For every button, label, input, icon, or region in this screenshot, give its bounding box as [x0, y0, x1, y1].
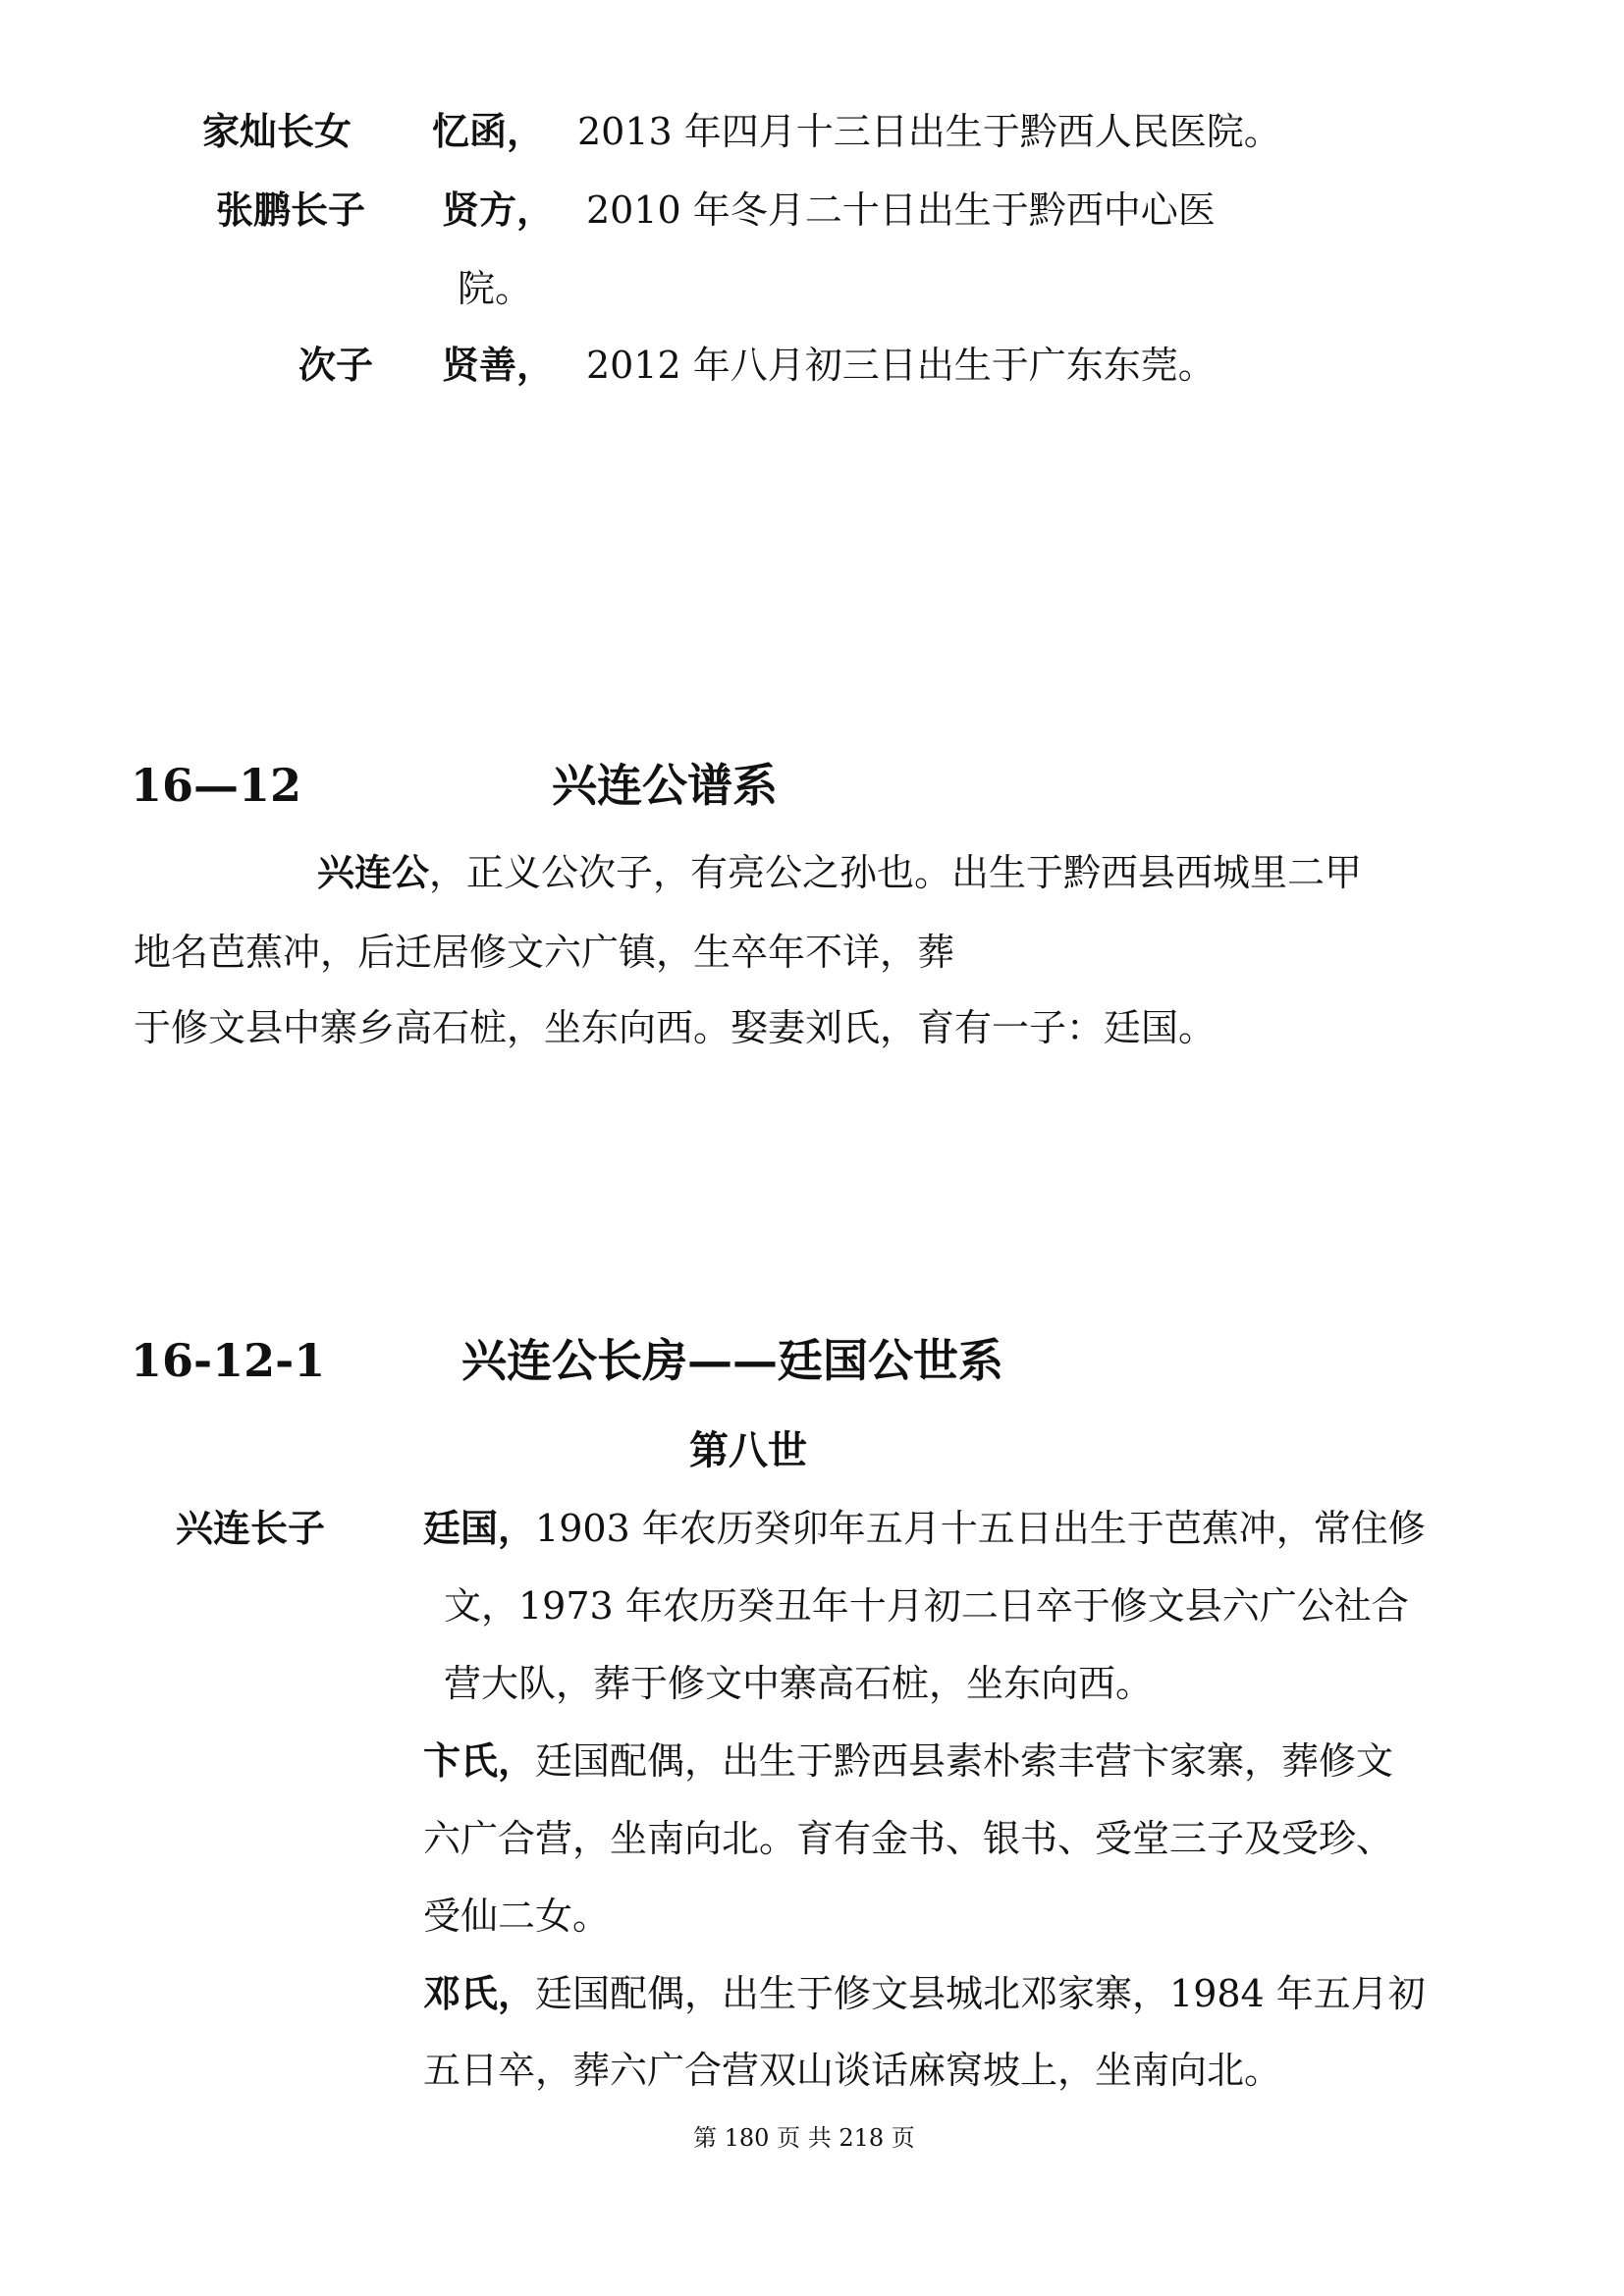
section1-para-line1 — [317, 850, 1363, 894]
section1-number: 16—12 — [131, 759, 302, 812]
entry-name-3: 贤善， — [442, 343, 555, 387]
entry1-name: 廷国， — [423, 1506, 536, 1550]
entry-relation-1: 家灿长女 — [202, 109, 352, 153]
entry1-line2: 文，1973 年农历癸丑年十月初二日卒于修文县六广公社合 — [444, 1584, 1409, 1628]
entry3-line1-text: 廷国配偶，出生于修文县城北邓家寨，1984 年五月初 — [535, 1972, 1426, 2015]
entry-relation-3: 次子 — [298, 343, 374, 387]
entry3-line1 — [423, 1971, 1426, 2015]
entry2-line1 — [423, 1738, 1394, 1783]
section2-title: 兴连公长房——廷国公世系 — [461, 1334, 1003, 1387]
entry2-line2: 六广合营，坐南向北。育有金书、银书、受堂三子及受珍、 — [423, 1817, 1394, 1860]
entry2-line1-text: 廷国配偶，出生于黔西县素朴索丰营卞家寨，葬修文 — [535, 1739, 1394, 1783]
section1-para-line3: 于修文县中寨乡高石桩，坐东向西。娶妻刘氏，育有一子：廷国。 — [134, 1006, 1217, 1049]
entry3-name: 邓氏， — [423, 1971, 536, 2015]
entry-text-3: 2012 年八月初三日出生于广东东莞。 — [586, 344, 1216, 387]
entry-relation-2: 张鹏长子 — [216, 187, 366, 232]
entry1-line1 — [423, 1506, 1426, 1550]
section2-number: 16-12-1 — [131, 1334, 326, 1387]
page-footer: 第 180 页 共 218 页 — [693, 2124, 915, 2152]
entry1-line1-text: 1903 年农历癸卯年五月十五日出生于芭蕉冲，常住修 — [535, 1507, 1426, 1550]
section1-para-line1-text: ，正义公次子，有亮公之孙也。出生于黔西县西城里二甲 — [429, 851, 1363, 894]
entry3-line2: 五日卒，葬六广合营双山谈话麻窝坡上，坐南向北。 — [423, 2049, 1282, 2092]
entry-name-2: 贤方， — [442, 187, 555, 232]
entry-text-1: 2013 年四月十三日出生于黔西人民医院。 — [577, 110, 1281, 153]
entry2-name: 卞氏， — [423, 1738, 536, 1783]
entry-name-1: 忆函， — [432, 109, 545, 153]
section1-para-bold: 兴连公 — [317, 850, 430, 894]
generation-heading: 第八世 — [689, 1427, 807, 1473]
section1-para-line2: 地名芭蕉冲，后迁居修文六广镇，生卒年不详，葬 — [134, 931, 955, 974]
entry2-line3: 受仙二女。 — [423, 1895, 611, 1938]
entry-text-2: 2010 年冬月二十日出生于黔西中心医 — [586, 188, 1216, 232]
entry-text-2-cont: 院。 — [458, 267, 533, 310]
section2-relation: 兴连长子 — [176, 1506, 326, 1550]
entry1-line3: 营大队，葬于修文中寨高石桩，坐东向西。 — [444, 1662, 1154, 1705]
section1-title: 兴连公谱系 — [552, 759, 778, 812]
